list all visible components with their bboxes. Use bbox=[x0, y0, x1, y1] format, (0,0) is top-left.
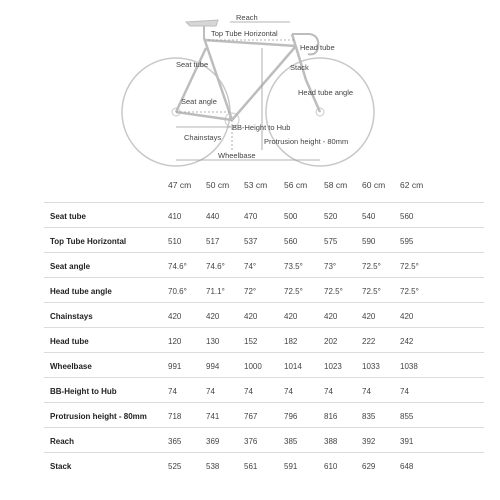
table-row bbox=[44, 402, 484, 428]
saddle bbox=[186, 20, 218, 26]
table-cell: 595 bbox=[400, 237, 414, 246]
table-cell: 517 bbox=[206, 237, 220, 246]
table-row bbox=[44, 377, 484, 403]
table-cell: 388 bbox=[324, 437, 338, 446]
table-cell: 470 bbox=[244, 212, 258, 221]
table-cell: 152 bbox=[244, 337, 258, 346]
table-cell: 71.1° bbox=[206, 287, 225, 296]
table-row bbox=[44, 302, 484, 328]
table-cell: 796 bbox=[284, 412, 298, 421]
table-cell: 540 bbox=[362, 212, 376, 221]
table-cell: 1033 bbox=[362, 362, 380, 371]
table-cell: 74.6° bbox=[206, 262, 225, 271]
label-head-tube: Head tube bbox=[300, 43, 335, 52]
table-cell: 420 bbox=[324, 312, 338, 321]
row-label: Head tube angle bbox=[50, 287, 112, 296]
table-cell: 520 bbox=[324, 212, 338, 221]
table-cell: 74° bbox=[244, 262, 257, 271]
table-cell: 74 bbox=[168, 387, 177, 396]
label-top-tube: Top Tube Horizontal bbox=[211, 29, 278, 38]
table-cell: 130 bbox=[206, 337, 220, 346]
table-cell: 369 bbox=[206, 437, 220, 446]
table-cell: 561 bbox=[244, 462, 258, 471]
table-cell: 835 bbox=[362, 412, 376, 421]
table-cell: 202 bbox=[324, 337, 338, 346]
table-cell: 560 bbox=[284, 237, 298, 246]
table-cell: 72.5° bbox=[362, 262, 381, 271]
table-cell: 994 bbox=[206, 362, 220, 371]
table-cell: 72° bbox=[244, 287, 257, 296]
table-cell: 74 bbox=[400, 387, 409, 396]
table-cell: 510 bbox=[168, 237, 182, 246]
table-cell: 72.5° bbox=[324, 287, 343, 296]
table-cell: 72.5° bbox=[362, 287, 381, 296]
label-bb-height: BB-Height to Hub bbox=[232, 123, 291, 132]
table-cell: 591 bbox=[284, 462, 298, 471]
table-cell: 560 bbox=[400, 212, 414, 221]
column-header: 58 cm bbox=[324, 180, 348, 190]
bike-geometry-diagram bbox=[0, 0, 500, 170]
table-cell: 420 bbox=[206, 312, 220, 321]
table-cell: 73° bbox=[324, 262, 337, 271]
table-cell: 365 bbox=[168, 437, 182, 446]
column-header: 60 cm bbox=[362, 180, 386, 190]
row-label: Wheelbase bbox=[50, 362, 92, 371]
table-cell: 537 bbox=[244, 237, 258, 246]
table-cell: 242 bbox=[400, 337, 414, 346]
label-reach: Reach bbox=[236, 13, 258, 22]
table-cell: 741 bbox=[206, 412, 220, 421]
row-label: BB-Height to Hub bbox=[50, 387, 117, 396]
table-cell: 610 bbox=[324, 462, 338, 471]
table-row bbox=[44, 327, 484, 353]
label-seat-tube: Seat tube bbox=[176, 60, 209, 69]
table-cell: 70.6° bbox=[168, 287, 187, 296]
table-cell: 1023 bbox=[324, 362, 342, 371]
row-label: Protrusion height - 80mm bbox=[50, 412, 147, 421]
table-cell: 590 bbox=[362, 237, 376, 246]
row-label: Stack bbox=[50, 462, 72, 471]
row-label: Reach bbox=[50, 437, 75, 446]
label-seat-angle: Seat angle bbox=[181, 97, 217, 106]
table-cell: 1038 bbox=[400, 362, 418, 371]
table-cell: 420 bbox=[168, 312, 182, 321]
row-label: Chainstays bbox=[50, 312, 93, 321]
column-header: 50 cm bbox=[206, 180, 230, 190]
table-cell: 385 bbox=[284, 437, 298, 446]
table-cell: 500 bbox=[284, 212, 298, 221]
label-chainstays: Chainstays bbox=[184, 133, 222, 142]
column-header: 47 cm bbox=[168, 180, 192, 190]
table-row bbox=[44, 202, 484, 228]
table-cell: 420 bbox=[284, 312, 298, 321]
label-head-tube-angle: Head tube angle bbox=[298, 88, 354, 97]
table-cell: 73.5° bbox=[284, 262, 303, 271]
table-cell: 376 bbox=[244, 437, 258, 446]
column-header: 62 cm bbox=[400, 180, 424, 190]
table-row bbox=[44, 352, 484, 378]
table-cell: 629 bbox=[362, 462, 376, 471]
table-cell: 410 bbox=[168, 212, 182, 221]
table-cell: 525 bbox=[168, 462, 182, 471]
table-cell: 648 bbox=[400, 462, 414, 471]
column-header: 56 cm bbox=[284, 180, 308, 190]
table-cell: 74.6° bbox=[168, 262, 187, 271]
table-cell: 575 bbox=[324, 237, 338, 246]
table-row bbox=[44, 227, 484, 253]
table-cell: 538 bbox=[206, 462, 220, 471]
table-cell: 420 bbox=[244, 312, 258, 321]
table-cell: 222 bbox=[362, 337, 376, 346]
table-cell: 74 bbox=[324, 387, 333, 396]
table-cell: 74 bbox=[244, 387, 253, 396]
table-cell: 420 bbox=[362, 312, 376, 321]
table-cell: 1000 bbox=[244, 362, 262, 371]
table-cell: 718 bbox=[168, 412, 182, 421]
table-cell: 816 bbox=[324, 412, 338, 421]
frame bbox=[176, 34, 320, 120]
table-row bbox=[44, 277, 484, 303]
label-protrusion: Protrusion height - 80mm bbox=[264, 137, 349, 146]
table-cell: 855 bbox=[400, 412, 414, 421]
table-row bbox=[44, 452, 484, 478]
table-cell: 72.5° bbox=[400, 287, 419, 296]
label-stack: Stack bbox=[290, 63, 309, 72]
table-cell: 991 bbox=[168, 362, 182, 371]
column-header: 53 cm bbox=[244, 180, 268, 190]
row-label: Top Tube Horizontal bbox=[50, 237, 127, 246]
table-cell: 1014 bbox=[284, 362, 302, 371]
table-cell: 392 bbox=[362, 437, 376, 446]
row-label: Head tube bbox=[50, 337, 89, 346]
table-cell: 74 bbox=[206, 387, 215, 396]
table-cell: 420 bbox=[400, 312, 414, 321]
table-cell: 72.5° bbox=[400, 262, 419, 271]
bike-diagram-svg bbox=[0, 0, 500, 170]
table-cell: 120 bbox=[168, 337, 182, 346]
table-row bbox=[44, 252, 484, 278]
table-cell: 391 bbox=[400, 437, 414, 446]
table-cell: 440 bbox=[206, 212, 220, 221]
row-label: Seat angle bbox=[50, 262, 91, 271]
table-cell: 74 bbox=[362, 387, 371, 396]
table-row bbox=[44, 427, 484, 453]
table-cell: 72.5° bbox=[284, 287, 303, 296]
table-cell: 74 bbox=[284, 387, 293, 396]
table-cell: 182 bbox=[284, 337, 298, 346]
label-wheelbase: Wheelbase bbox=[218, 151, 256, 160]
row-label: Seat tube bbox=[50, 212, 87, 221]
table-cell: 767 bbox=[244, 412, 258, 421]
